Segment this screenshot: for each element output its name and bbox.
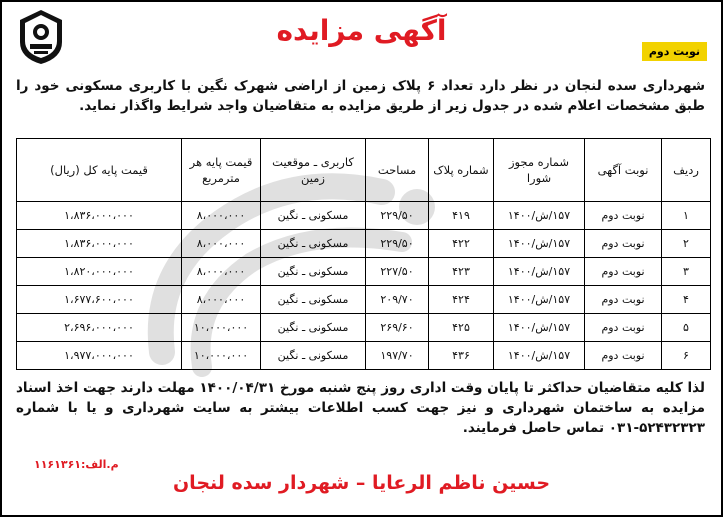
cell-area: ۱۹۷/۷۰	[366, 342, 429, 370]
cell-total-price: ۱،۸۲۰،۰۰۰،۰۰۰	[17, 258, 182, 286]
cell-plot-number: ۴۱۹	[429, 202, 494, 230]
cell-land-use: مسکونی ـ نگین	[261, 286, 366, 314]
cell-total-price: ۱،۸۳۶،۰۰۰،۰۰۰	[17, 230, 182, 258]
cell-price-per-sqm: ۸،۰۰۰،۰۰۰	[182, 202, 261, 230]
table-row	[17, 286, 711, 314]
cell-notice-round: نوبت دوم	[585, 342, 662, 370]
notice-title: آگهی مزایده	[276, 14, 447, 47]
cell-land-use: مسکونی ـ نگین	[261, 314, 366, 342]
cell-area: ۲۶۹/۶۰	[366, 314, 429, 342]
cell-plot-number: ۴۲۳	[429, 258, 494, 286]
cell-notice-round: نوبت دوم	[585, 286, 662, 314]
cell-plot-number: ۴۲۲	[429, 230, 494, 258]
table-row	[17, 258, 711, 286]
cell-price-per-sqm: ۸،۰۰۰،۰۰۰	[182, 286, 261, 314]
col-header-land-use: کاربری ـ موقعیت زمین	[261, 139, 366, 202]
col-header-area: مساحت	[366, 139, 429, 202]
cell-council-permit: ۱۵۷/ش/۱۴۰۰	[494, 342, 585, 370]
cell-total-price: ۱،۶۷۷،۶۰۰،۰۰۰	[17, 286, 182, 314]
col-header-price-per-sqm: قیمت پایه هر مترمربع	[182, 139, 261, 202]
cell-notice-round: نوبت دوم	[585, 202, 662, 230]
intro-paragraph: شهرداری سده لنجان در نظر دارد تعداد ۶ پلاک زمین از اراضی شهرک نگین با کاربری مسکونی خود را طبق مشخصات اعلام شده در جدول زیر از طریق مزایده به متقاضیان واجد شرایط واگذار نماید.	[16, 78, 706, 114]
cell-council-permit: ۱۵۷/ش/۱۴۰۰	[494, 286, 585, 314]
cell-row-number: ۵	[662, 314, 711, 342]
table-header-row	[17, 139, 711, 202]
cell-land-use: مسکونی ـ نگین	[261, 258, 366, 286]
cell-area: ۲۲۹/۵۰	[366, 202, 429, 230]
cell-total-price: ۱،۸۳۶،۰۰۰،۰۰۰	[17, 202, 182, 230]
cell-price-per-sqm: ۱۰،۰۰۰،۰۰۰	[182, 342, 261, 370]
cell-row-number: ۶	[662, 342, 711, 370]
cell-row-number: ۱	[662, 202, 711, 230]
cell-row-number: ۲	[662, 230, 711, 258]
cell-council-permit: ۱۵۷/ش/۱۴۰۰	[494, 258, 585, 286]
cell-plot-number: ۴۲۵	[429, 314, 494, 342]
cell-area: ۲۲۹/۵۰	[366, 230, 429, 258]
cell-price-per-sqm: ۱۰،۰۰۰،۰۰۰	[182, 314, 261, 342]
cell-price-per-sqm: ۸،۰۰۰،۰۰۰	[182, 258, 261, 286]
cell-area: ۲۲۷/۵۰	[366, 258, 429, 286]
table-row	[17, 314, 711, 342]
col-header-notice-round: نوبت آگهی	[585, 139, 662, 202]
cell-council-permit: ۱۵۷/ش/۱۴۰۰	[494, 314, 585, 342]
cell-plot-number: ۴۲۴	[429, 286, 494, 314]
auction-table	[16, 138, 711, 370]
cell-land-use: مسکونی ـ نگین	[261, 202, 366, 230]
col-header-row-number: ردیف	[662, 139, 711, 202]
cell-area: ۲۰۹/۷۰	[366, 286, 429, 314]
cell-land-use: مسکونی ـ نگین	[261, 230, 366, 258]
table-row	[17, 342, 711, 370]
cell-row-number: ۴	[662, 286, 711, 314]
table-row	[17, 202, 711, 230]
cell-notice-round: نوبت دوم	[585, 258, 662, 286]
cell-price-per-sqm: ۸،۰۰۰،۰۰۰	[182, 230, 261, 258]
col-header-plot-number: شماره پلاک	[429, 139, 494, 202]
insertion-badge: نوبت دوم	[642, 42, 707, 61]
cell-plot-number: ۴۳۶	[429, 342, 494, 370]
reference-code: م.الف:۱۱۶۱۳۶۱	[34, 458, 119, 471]
cell-land-use: مسکونی ـ نگین	[261, 342, 366, 370]
signature-line: حسین ناظم الرعایا – شهردار سده لنجان	[172, 472, 551, 494]
cell-total-price: ۲،۶۹۶،۰۰۰،۰۰۰	[17, 314, 182, 342]
cell-row-number: ۳	[662, 258, 711, 286]
cell-council-permit: ۱۵۷/ش/۱۴۰۰	[494, 202, 585, 230]
col-header-council-permit: شماره مجوز شورا	[494, 139, 585, 202]
col-header-total-price: قیمت پایه کل (ریال)	[17, 139, 182, 202]
cell-notice-round: نوبت دوم	[585, 314, 662, 342]
cell-notice-round: نوبت دوم	[585, 230, 662, 258]
table-row	[17, 230, 711, 258]
closing-paragraph: لذا کلیه متقاضیان حداکثر تا پایان وقت اداری روز پنج شنبه مورخ ۱۴۰۰/۰۴/۳۱ مهلت دارند جهت اخذ اسناد مزایده به ساختمان شهرداری و نیز جهت کسب اطلاعات بیشتر به سایت شهرداری و یا با شماره ۵۲۴۳۲۳۲۳-۰۳۱ تماس حاصل فرمایند.	[16, 380, 706, 436]
cell-council-permit: ۱۵۷/ش/۱۴۰۰	[494, 230, 585, 258]
cell-total-price: ۱،۹۷۷،۰۰۰،۰۰۰	[17, 342, 182, 370]
